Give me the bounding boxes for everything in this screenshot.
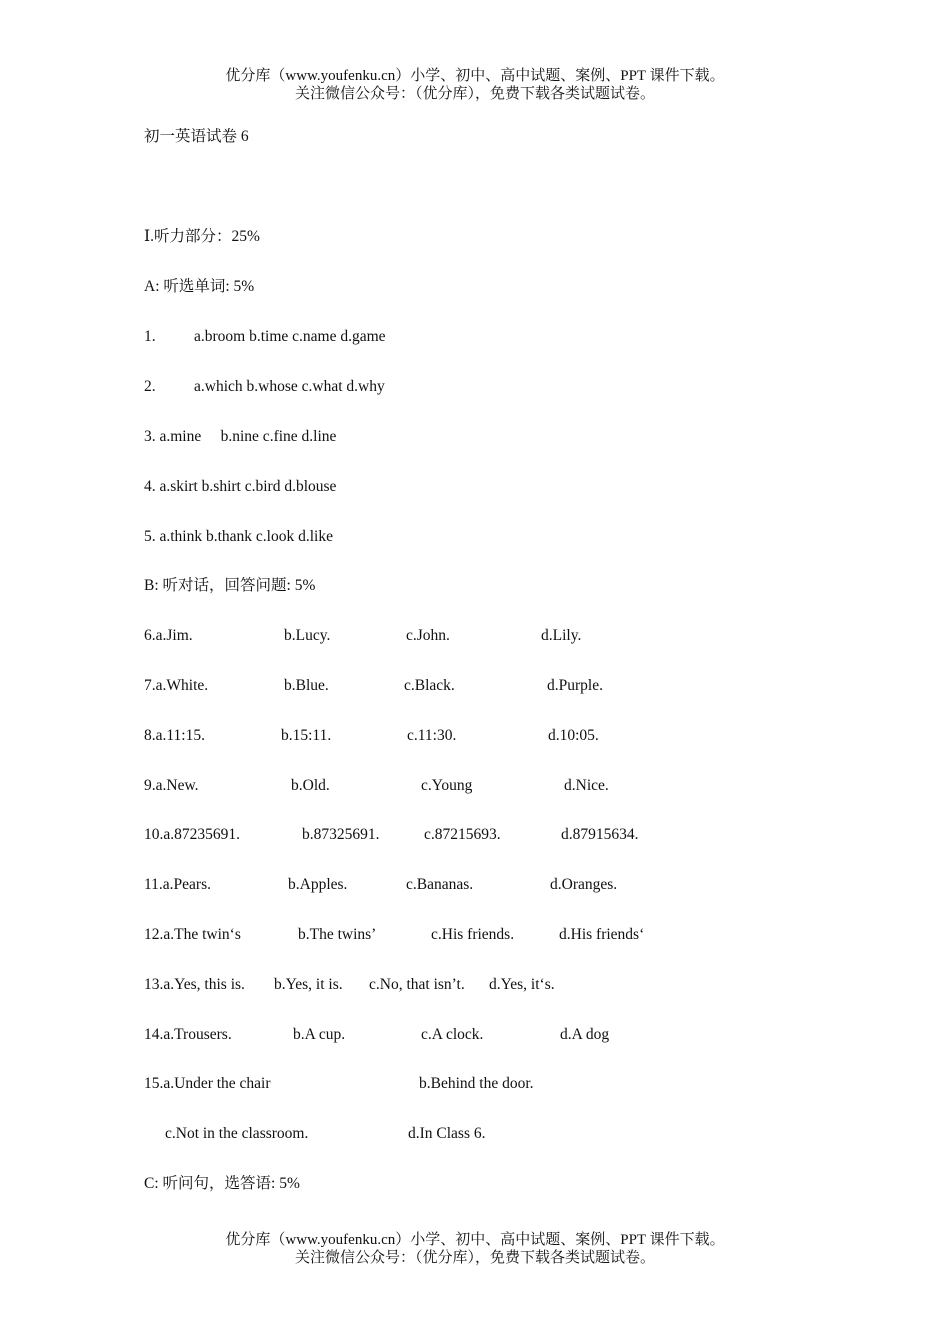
option-c: c.His friends. [431,926,515,943]
question-number: 2. [144,378,156,395]
option-b: b.Lucy. [284,627,331,644]
option-d: d.His friends‘ [559,926,645,943]
option-a: 14.a.Trousers. [144,1026,232,1043]
section-heading-listening: Ⅰ.听力部分：25% [144,228,260,245]
option-c: c.87215693. [424,826,501,843]
option-b: b.The twins’ [298,926,377,943]
question-options: a.which b.whose c.what d.why [194,378,385,395]
question-5: 5. a.think b.thank c.look d.like [144,528,333,545]
document-title: 初一英语试卷 6 [144,128,249,145]
option-c: c.John. [406,627,450,644]
question-4: 4. a.skirt b.shirt c.bird d.blouse [144,478,337,495]
option-c: c.Black. [404,677,455,694]
option-b: b.Behind the door. [419,1075,534,1092]
option-a: 12.a.The twin‘s [144,926,241,943]
option-b: b.Yes, it is. [274,976,343,993]
question-number: 1. [144,328,156,345]
question-2 [144,377,385,397]
question-3: 3. a.mine b.nine c.fine d.line [144,428,337,445]
option-d: d.Lily. [541,627,582,644]
page-footer [0,1231,950,1267]
header-line-2: 关注微信公众号：（优分库），免费下载各类试题试卷。 [294,86,655,102]
option-d: d.Yes, it‘s. [489,976,555,993]
option-c: c.Not in the classroom. [165,1125,309,1142]
option-b: b.A cup. [293,1026,346,1043]
option-a: 7.a.White. [144,677,209,694]
option-b: b.Apples. [288,876,348,893]
option-a: 10.a.87235691. [144,826,241,843]
option-c: c.Young [421,777,473,794]
option-b: b.Blue. [284,677,329,694]
footer-line-1: 优分库（www.youfenku.cn）小学、初中、高中试题、案例、PPT 课件下载。 [225,1232,725,1248]
option-d: d.Nice. [564,777,609,794]
option-d: d.A dog [560,1026,610,1043]
option-d: d.Oranges. [550,876,618,893]
part-a-heading: A: 听选单词: 5% [144,278,255,295]
option-a: 9.a.New. [144,777,199,794]
option-d: d.87915634. [561,826,639,843]
option-b: b.87325691. [302,826,380,843]
question-1 [144,327,386,347]
option-b: b.Old. [291,777,330,794]
option-a: 15.a.Under the chair [144,1075,271,1092]
option-a: 13.a.Yes, this is. [144,976,245,993]
header-line-1: 优分库（www.youfenku.cn）小学、初中、高中试题、案例、PPT 课件下载。 [225,68,725,84]
option-a: 8.a.11:15. [144,727,205,744]
page-header [0,67,950,103]
option-a: 6.a.Jim. [144,627,193,644]
part-b-heading: B: 听对话，回答问题: 5% [144,577,316,594]
option-d: d.Purple. [547,677,603,694]
question-options: a.broom b.time c.name d.game [194,328,386,345]
part-c-heading: C: 听问句，选答语: 5% [144,1175,300,1192]
option-c: c.Bananas. [406,876,474,893]
option-a: 11.a.Pears. [144,876,212,893]
option-c: c.A clock. [421,1026,484,1043]
option-d: d.10:05. [548,727,599,744]
option-b: b.15:11. [281,727,332,744]
option-c: c.No, that isn’t. [369,976,465,993]
footer-line-2: 关注微信公众号：（优分库），免费下载各类试题试卷。 [294,1250,655,1266]
option-c: c.11:30. [407,727,457,744]
option-d: d.In Class 6. [408,1125,486,1142]
